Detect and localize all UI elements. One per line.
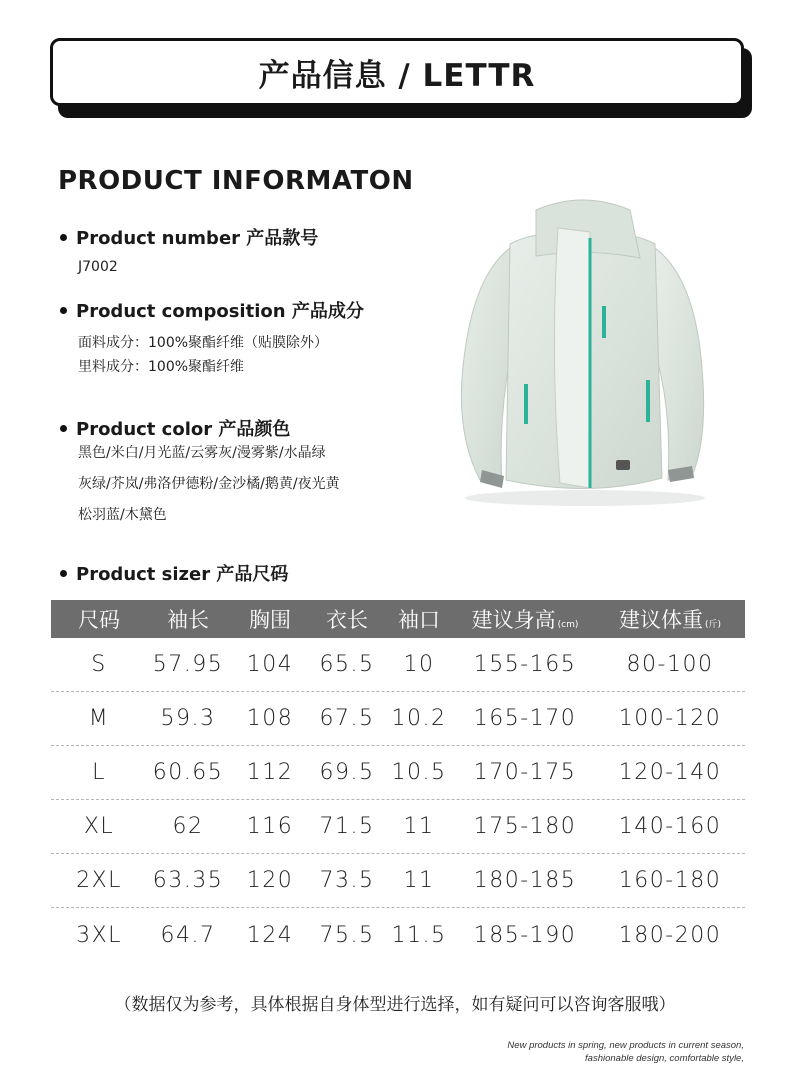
cell-sleeve: 60.65 — [152, 760, 224, 785]
cell-weight: 140-160 — [618, 814, 722, 839]
slogan-line-2: fashionable design, comfortable style, — [585, 1053, 744, 1064]
product-number-label: Product number 产品款号 — [76, 228, 319, 249]
cell-size: M — [88, 706, 110, 731]
title-banner — [50, 38, 744, 106]
cell-height: 155-165 — [473, 652, 577, 677]
header-size: 尺码 — [78, 608, 120, 632]
reference-note: （数据仅为参考，具体根据自身体型进行选择，如有疑问可以咨询客服哦） — [114, 995, 676, 1015]
cell-sleeve: 57.95 — [152, 652, 224, 677]
product-number-value: J7002 — [78, 259, 118, 275]
composition-line-1: 面料成分：100%聚酯纤维（贴膜除外） — [78, 335, 329, 351]
header-height — [455, 604, 595, 634]
cell-weight: 180-200 — [618, 922, 722, 948]
table-row — [51, 854, 745, 908]
size-table-header — [51, 600, 745, 638]
cell-cuff: 10 — [403, 652, 435, 677]
header-weight-label: 建议体重 — [618, 608, 703, 632]
color-list — [78, 438, 340, 531]
cell-weight: 80-100 — [626, 652, 714, 677]
composition-line-2: 里料成分：100%聚酯纤维 — [78, 359, 245, 375]
color-line-2: 灰绿/芥岚/弗洛伊德粉/金沙橘/鹅黄/夜光黄 — [78, 476, 340, 492]
cell-length: 73.5 — [319, 868, 375, 893]
cell-cuff: 10.5 — [391, 760, 447, 785]
cell-cuff: 11 — [403, 814, 435, 839]
cell-height: 180-185 — [473, 868, 577, 893]
cell-height: 165-170 — [473, 706, 577, 731]
header-height-unit: (cm) — [557, 620, 579, 630]
color-line-1: 黑色/米白/月光蓝/云雾灰/漫雾紫/水晶绿 — [78, 445, 326, 461]
page-title: 产品信息 / LETTR — [258, 57, 536, 94]
bullet-icon — [60, 425, 67, 432]
cell-sleeve: 62 — [172, 814, 204, 839]
table-row — [51, 638, 745, 692]
size-heading — [60, 560, 288, 586]
cell-weight: 160-180 — [618, 868, 722, 893]
cell-size: L — [92, 760, 106, 785]
cell-height: 185-190 — [473, 922, 577, 948]
section-title: PRODUCT INFORMATON — [58, 166, 414, 196]
cell-cuff: 11.5 — [391, 922, 447, 948]
cell-size: 2XL — [76, 868, 122, 893]
cell-size: 3XL — [76, 922, 122, 948]
cell-height: 175-180 — [473, 814, 577, 839]
header-height-label: 建议身高 — [471, 608, 556, 632]
cell-size: S — [91, 652, 107, 677]
cell-weight: 120-140 — [618, 760, 722, 785]
cell-height: 170-175 — [473, 760, 577, 785]
table-row — [51, 746, 745, 800]
bullet-icon — [60, 234, 67, 241]
table-row — [51, 692, 745, 746]
cell-length: 75.5 — [319, 922, 375, 948]
composition-label: Product composition 产品成分 — [76, 301, 364, 322]
cell-chest: 124 — [246, 922, 294, 948]
header-chest: 胸围 — [249, 608, 291, 632]
header-sleeve: 袖长 — [167, 608, 209, 632]
header-weight — [595, 604, 745, 634]
cell-length: 69.5 — [319, 760, 375, 785]
cell-chest: 120 — [246, 868, 294, 893]
header-cuff: 袖口 — [398, 608, 440, 632]
cell-cuff: 10.2 — [391, 706, 447, 731]
cell-weight: 100-120 — [618, 706, 722, 731]
cell-sleeve: 63.35 — [152, 868, 224, 893]
cell-chest: 116 — [246, 814, 294, 839]
bullet-icon — [60, 307, 67, 314]
color-line-3: 松羽蓝/木黛色 — [78, 507, 167, 523]
table-row — [51, 800, 745, 854]
size-table — [51, 600, 745, 962]
cell-chest: 104 — [246, 652, 294, 677]
slogan — [507, 1039, 744, 1065]
cell-chest: 112 — [246, 760, 294, 785]
jacket-image — [440, 198, 720, 508]
cell-size: XL — [83, 814, 115, 839]
color-label: Product color 产品颜色 — [76, 419, 291, 440]
header-length: 衣长 — [326, 608, 368, 632]
cell-length: 67.5 — [319, 706, 375, 731]
cell-chest: 108 — [246, 706, 294, 731]
header-weight-unit: (斤) — [704, 620, 722, 630]
slogan-line-1: New products in spring, new products in current season, — [507, 1040, 744, 1051]
composition-heading — [60, 297, 364, 323]
product-number-heading — [60, 224, 318, 250]
bullet-icon — [60, 570, 67, 577]
cell-length: 65.5 — [319, 652, 375, 677]
cell-length: 71.5 — [319, 814, 375, 839]
cell-sleeve: 64.7 — [160, 922, 216, 948]
size-label: Product sizer 产品尺码 — [76, 564, 289, 585]
table-row — [51, 908, 745, 962]
cell-cuff: 11 — [403, 868, 435, 893]
cell-sleeve: 59.3 — [160, 706, 216, 731]
